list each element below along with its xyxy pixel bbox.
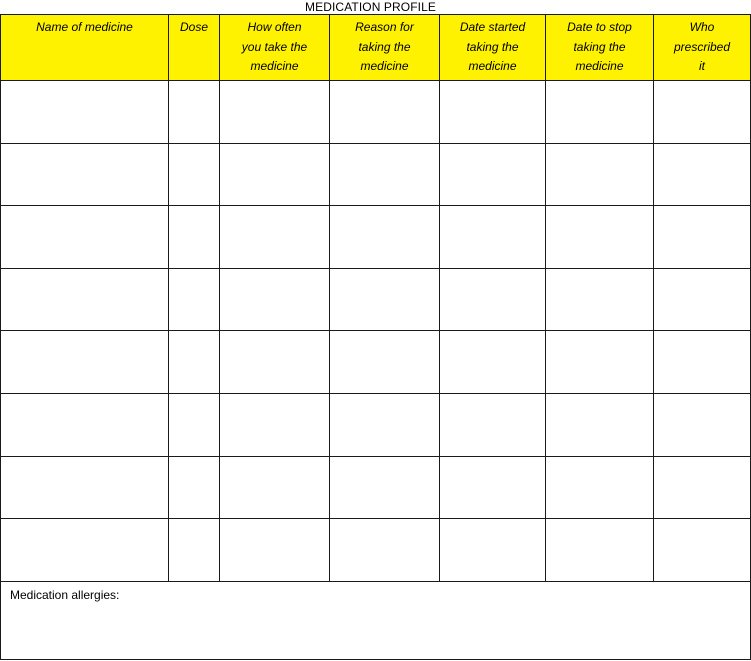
table-row (1, 331, 751, 394)
table-cell[interactable] (1, 268, 169, 331)
table-cell[interactable] (654, 456, 751, 519)
table-cell[interactable] (546, 143, 654, 206)
table-cell[interactable] (220, 268, 330, 331)
table-cell[interactable] (330, 143, 440, 206)
table-cell[interactable] (330, 393, 440, 456)
table-cell[interactable] (330, 268, 440, 331)
table-row (1, 206, 751, 269)
column-header-who-prescribed: Who prescribed it (654, 15, 751, 81)
table-row (1, 393, 751, 456)
table-cell[interactable] (220, 393, 330, 456)
table-cell[interactable] (440, 268, 546, 331)
table-cell[interactable] (654, 519, 751, 582)
table-cell[interactable] (169, 143, 220, 206)
table-cell[interactable] (654, 81, 751, 144)
table-cell[interactable] (440, 206, 546, 269)
table-cell[interactable] (169, 268, 220, 331)
table-cell[interactable] (169, 456, 220, 519)
table-cell[interactable] (330, 456, 440, 519)
table-row (1, 456, 751, 519)
table-cell[interactable] (546, 268, 654, 331)
table-cell[interactable] (654, 331, 751, 394)
table-cell[interactable] (1, 331, 169, 394)
table-cell[interactable] (440, 143, 546, 206)
table-cell[interactable] (1, 519, 169, 582)
table-cell[interactable] (654, 268, 751, 331)
table-cell[interactable] (169, 519, 220, 582)
table-cell[interactable] (546, 519, 654, 582)
table-cell[interactable] (1, 143, 169, 206)
table-cell[interactable] (440, 331, 546, 394)
table-cell[interactable] (1, 456, 169, 519)
page-title: MEDICATION PROFILE (305, 0, 436, 14)
table-cell[interactable] (330, 519, 440, 582)
table-cell[interactable] (1, 206, 169, 269)
table-cell[interactable] (546, 206, 654, 269)
medication-allergies-label: Medication allergies: (10, 588, 120, 602)
table-cell[interactable] (220, 456, 330, 519)
table-cell[interactable] (440, 81, 546, 144)
table-cell[interactable] (169, 331, 220, 394)
table-cell[interactable] (1, 81, 169, 144)
column-header-dose: Dose (169, 15, 220, 81)
table-cell[interactable] (220, 519, 330, 582)
table-row (1, 519, 751, 582)
table-cell[interactable] (220, 81, 330, 144)
table-cell[interactable] (546, 393, 654, 456)
table-cell[interactable] (654, 393, 751, 456)
table-cell[interactable] (169, 393, 220, 456)
column-header-name-of-medicine: Name of medicine (1, 15, 169, 81)
table-cell[interactable] (220, 331, 330, 394)
medication-table (0, 14, 751, 582)
table-row (1, 143, 751, 206)
header-row (1, 15, 751, 81)
column-header-date-started: Date started taking the medicine (440, 15, 546, 81)
table-cell[interactable] (330, 81, 440, 144)
table-cell[interactable] (1, 393, 169, 456)
table-cell[interactable] (440, 393, 546, 456)
table-cell[interactable] (654, 143, 751, 206)
table-cell[interactable] (546, 81, 654, 144)
column-header-reason: Reason for taking the medicine (330, 15, 440, 81)
table-cell[interactable] (220, 143, 330, 206)
table-cell[interactable] (330, 331, 440, 394)
table-cell[interactable] (330, 206, 440, 269)
table-cell[interactable] (169, 81, 220, 144)
column-header-date-to-stop: Date to stop taking the medicine (546, 15, 654, 81)
table-cell[interactable] (654, 206, 751, 269)
medication-allergies-field[interactable] (0, 581, 751, 660)
table-cell[interactable] (440, 456, 546, 519)
table-row (1, 268, 751, 331)
table-cell[interactable] (220, 206, 330, 269)
table-cell[interactable] (546, 456, 654, 519)
table-cell[interactable] (169, 206, 220, 269)
table-cell[interactable] (440, 519, 546, 582)
table-cell[interactable] (546, 331, 654, 394)
column-header-how-often: How often you take the medicine (220, 15, 330, 81)
table-row (1, 81, 751, 144)
